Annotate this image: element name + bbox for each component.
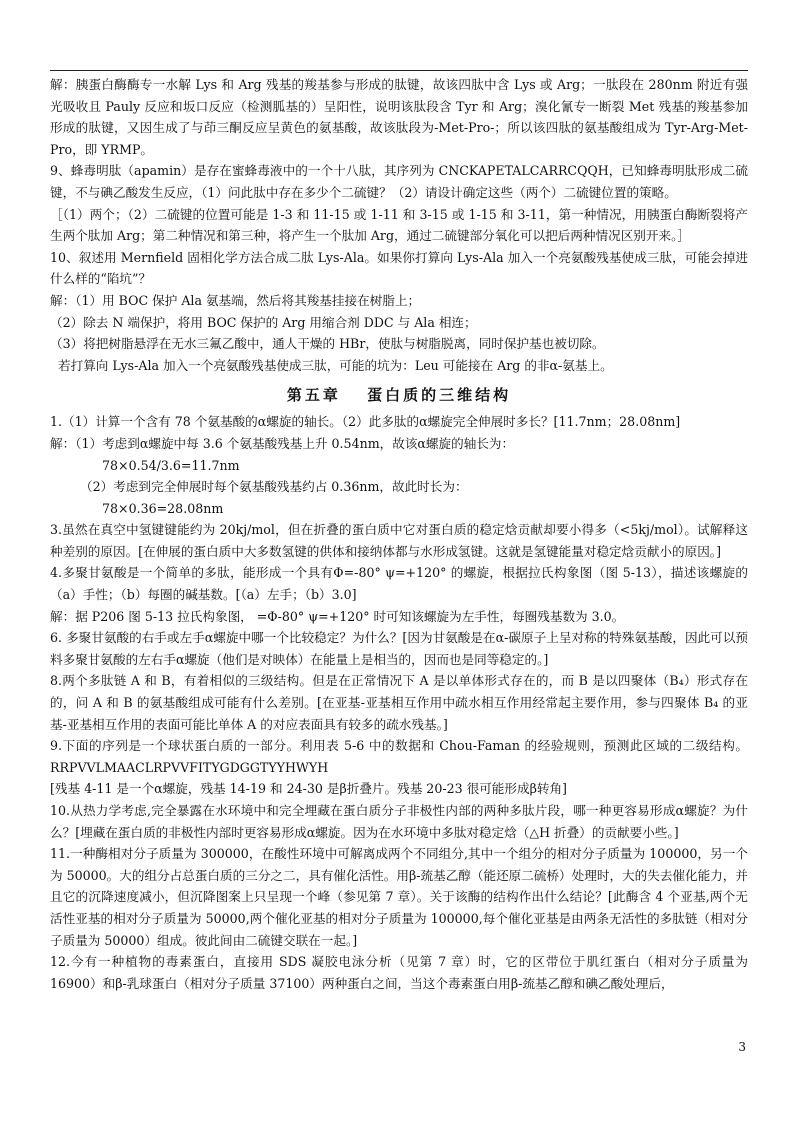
paragraph: 8.两个多肽链 A 和 B，有着相似的三级结构。但是在正常情况下 A 是以单体形式存在的，而 B 是以四聚体（B₄）形式存在的，问 A 和 B 的氨基酸组成可能有什么差别。[在亚基-亚基相互作用中疏水相互作用经常起主要作用，参与四聚体 B₄ 的亚基-亚基相互作用的表面可能比单体 A 的对应表面具有较多的疏水残基。] [50, 673, 748, 732]
paragraph: ［（1）两个；（2）二硫键的位置可能是 1-3 和 11-15 或 1-11 和 3-15 或 1-15 和 3-11，第一种情况，用胰蛋白酶断裂将产生两个肽加 Arg；第二种情况和第三种，将产生一个肽加 Arg，通过二硫键部分氧化可以把后两种情况区别开来。］ [50, 206, 748, 244]
paragraph: 11.一种酶相对分子质量为 300000，在酸性环境中可解离成两个不同组分,其中一个组分的相对分子质量为 100000，另一个为 50000。大的组分占总蛋白质的三分之二，具有催化活性。用β-巯基乙醇（能还原二硫桥）处理时，大的失去催化能力，并且它的沉降速度减小，但沉降图案上只呈现一个峰（参见第 7 章）。关于该酶的结构作出什么结论？[此酶含 4 个亚基,两个无活性亚基的相对分子质量为 50000,两个催化亚基的相对分子质量为 100000,每个催化亚基是由两条无活性的多肽链（相对分子质量为 50000）组成。彼此间由二硫键交联在一起。] [50, 846, 748, 948]
paragraph: 9、蜂毒明肽（apamin）是存在蜜蜂毒液中的一个十八肽，其序列为 CNCKAPETALCARRCQQH，已知蜂毒明肽形成二硫键，不与碘乙酸发生反应，（1）问此肽中存在多少个二硫键？（2）请设计确定这些（两个）二硫键位置的策略。 [50, 163, 748, 200]
paragraph: 4.多聚甘氨酸是一个简单的多肽，能形成一个具有Φ=-80° ψ=+120° 的螺旋，根据拉氏构象图（图 5-13），描述该螺旋的（a）手性；（b）每圈的碱基数。[（a）左手；（b）3.0] [50, 565, 748, 603]
paragraph: （3）将把树脂悬浮在无水三氟乙酸中，通人干燥的 HBr，使肽与树脂脱离，同时保护基也被切除。 [50, 336, 605, 352]
paragraph: [残基 4-11 是一个α螺旋，残基 14-19 和 24-30 是β折叠片。残基 20-23 很可能形成β转角] [50, 781, 567, 797]
paragraph: 10.从热力学考虑,完全暴露在水环境中和完全埋藏在蛋白质分子非极性内部的两种多肽片段，哪一种更容易形成α螺旋？为什么？[埋藏在蛋白质的非极性内部时更容易形成α螺旋。因为在水环境中多肽对稳定焓（△H 折叠）的贡献要小些。] [50, 803, 748, 840]
paragraph: （2）除去 N 端保护，将用 BOC 保护的 Arg 用缩合剂 DDC 与 Ala 相连； [50, 314, 477, 330]
paragraph: 解：（1）考虑到α螺旋中每 3.6 个氨基酸残基上升 0.54nm，故该α螺旋的轴长为： [50, 435, 515, 451]
header-rule [50, 70, 748, 71]
paragraph: 78×0.36=28.08nm [102, 500, 224, 516]
page-body [50, 74, 748, 994]
paragraph: 9.下面的序列是一个球状蛋白质的一部分。利用表 5-6 中的数据和 Chou-Faman 的经验规则，预测此区域的二级结构。RRPVVLMAACLRPVVFITYGDGGTYYHWYH [50, 738, 748, 775]
chapter-title: 第五章 蛋白质的三维结构 [286, 386, 512, 405]
paragraph: 12.今有一种植物的毒素蛋白，直接用 SDS 凝胶电泳分析（见第 7 章）时，它的区带位于肌红蛋白（相对分子质量为 16900）和β-乳球蛋白（相对分子质量 37100）两种蛋白之间，当这个毒素蛋白用β-巯基乙醇和碘乙酸处理后， [50, 954, 748, 991]
paragraph: 解：据 P206 图 5-13 拉氏构象图， =Φ-80° ψ=+120° 时可知该螺旋为左手性，每圈残基数为 3.0。 [50, 608, 625, 624]
paragraph: 6. 多聚甘氨酸的右手或左手α螺旋中哪一个比较稳定？为什么？[因为甘氨酸是在α-碳原子上呈对称的特殊氨基酸，因此可以预料多聚甘氨酸的左右手α螺旋（他们是对映体）在能量上是相当的，因而也是同等稳定的。] [50, 630, 748, 667]
paragraph: 若打算向 Lys-Ala 加入一个亮氨酸残基使成三肽，可能的坑为：Leu 可能接在 Arg 的非α-氨基上。 [58, 357, 613, 373]
paragraph: 10、叙述用 Mernfield 固相化学方法合成二肽 Lys-Ala。如果你打算向 Lys-Ala 加入一个亮氨酸残基使成三肽，可能会掉进什么样的“陷坑”？ [50, 249, 748, 287]
paragraph: 3.虽然在真空中氢键键能约为 20kj/mol，但在折叠的蛋白质中它对蛋白质的稳定焓贡献却要小得多（<5kj/mol）。试解释这种差别的原因。[在伸展的蛋白质中大多数氢键的供体和接纳体都与水形成氢键。这就是氢键能量对稳定焓贡献小的原因。] [50, 522, 748, 559]
paragraph: 1.（1）计算一个含有 78 个氨基酸的α螺旋的轴长。（2）此多肽的α螺旋完全伸展时多长？[11.7nm；28.08nm] [50, 414, 681, 430]
paragraph: 78×0.54/3.6=11.7nm [102, 457, 240, 473]
page-number: 3 [738, 1040, 746, 1054]
paragraph: 解：（1）用 BOC 保护 Ala 氨基端，然后将其羧基挂接在树脂上； [50, 292, 421, 308]
paragraph: 解：胰蛋白酶酶专一水解 Lys 和 Arg 残基的羧基参与形成的肽键，故该四肽中含 Lys 或 Arg；一肽段在 280nm 附近有强光吸收且 Pauly 反应和坂口反应（检测胍基的）呈阳性，说明该肽段含 Tyr 和 Arg；溴化氰专一断裂 Met 残基的羧基参加形成的肽键，又因生成了与茚三酮反应呈黄色的氨基酸，故该肽段为-Met-Pro-；所以该四肽的氨基酸组成为 Tyr-Arg-Met-Pro，即 YRMP。 [50, 77, 748, 157]
paragraph: （2）考虑到完全伸展时每个氨基酸残基约占 0.36nm，故此时长为： [80, 479, 468, 495]
